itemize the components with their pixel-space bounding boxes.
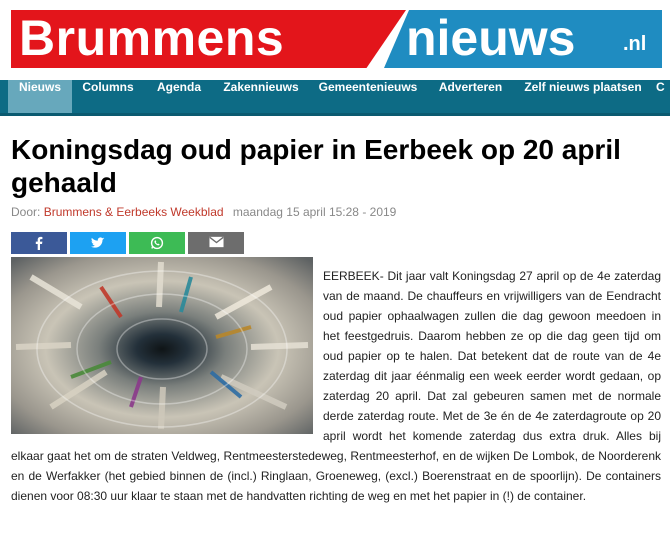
article-body-text: EERBEEK- Dit jaar valt Koningsdag 27 april op de 4e zaterdag van de maand. De chauffeurs en vrijwilligers van de Eendracht oud papier ophaalwagen zullen die dag gewoon meedoen in het feestgedruis. Daarom hebben ze op die dag geen tijd om oud papier op te halen. Dat betekent dat de route van de 4e zaterdag dit jaar éénmalig een week eerder wordt gedaan, op zaterdag 20 april. Dat zal gebeuren samen met de normale derde zaterdag route. Met de 3e én de 4e zaterdagroute op 20 april wordt het komende zaterdag dus extra druk. Alles bij elkaar gaat het om de straten Veldweg, Rentmeesterstedeweg, Rentmeesterhof, en de wijken De Lombok, de Noorderenk en de Werfakker (het gebied binnen de (incl.) Ringlaan, Groeneweg, (excl.) Boerenstraat en de spoorlijn). De containers dienen voor 08:30 uur klaar te staan met de handvatten richting de weg en met het papier in (!) de container.	[11, 269, 661, 503]
share-twitter-button[interactable]	[70, 232, 126, 254]
logo-text-tld: .nl	[623, 33, 647, 55]
article-byline	[11, 205, 396, 219]
main-nav	[0, 80, 670, 116]
logo-text-nieuws: nieuws	[406, 10, 576, 66]
nav-item-zelf-nieuws-plaatsen[interactable]: Zelf nieuws plaatsen	[524, 80, 642, 94]
twitter-icon	[91, 236, 105, 250]
nav-item-adverteren[interactable]: Adverteren	[438, 80, 503, 94]
byline-label: Door:	[11, 205, 41, 219]
photo-float-spacer	[11, 266, 321, 440]
facebook-icon	[32, 236, 46, 250]
article-title: Koningsdag oud papier in Eerbeek op 20 april gehaald	[11, 134, 621, 198]
article-author-link[interactable]: Brummens & Eerbeeks Weekblad	[43, 205, 224, 219]
logo-text-brummens: Brummens	[19, 10, 285, 66]
article-date: maandag 15 april 15:28 - 2019	[232, 205, 397, 219]
nav-item-truncated[interactable]: C	[656, 80, 665, 94]
nav-item-columns[interactable]: Columns	[82, 80, 134, 94]
site-logo[interactable]	[11, 10, 662, 68]
share-whatsapp-button[interactable]	[129, 232, 185, 254]
nav-item-zakennieuws[interactable]: Zakennieuws	[223, 80, 299, 94]
site-header	[0, 0, 670, 80]
share-email-button[interactable]	[188, 232, 244, 254]
article-body	[11, 266, 661, 506]
nav-item-agenda[interactable]: Agenda	[156, 80, 201, 94]
email-icon	[209, 236, 224, 248]
share-facebook-button[interactable]	[11, 232, 67, 254]
whatsapp-icon	[150, 236, 164, 250]
nav-item-nieuws[interactable]: Nieuws	[8, 80, 72, 113]
nav-item-gemeentenieuws[interactable]: Gemeentenieuws	[318, 80, 418, 94]
